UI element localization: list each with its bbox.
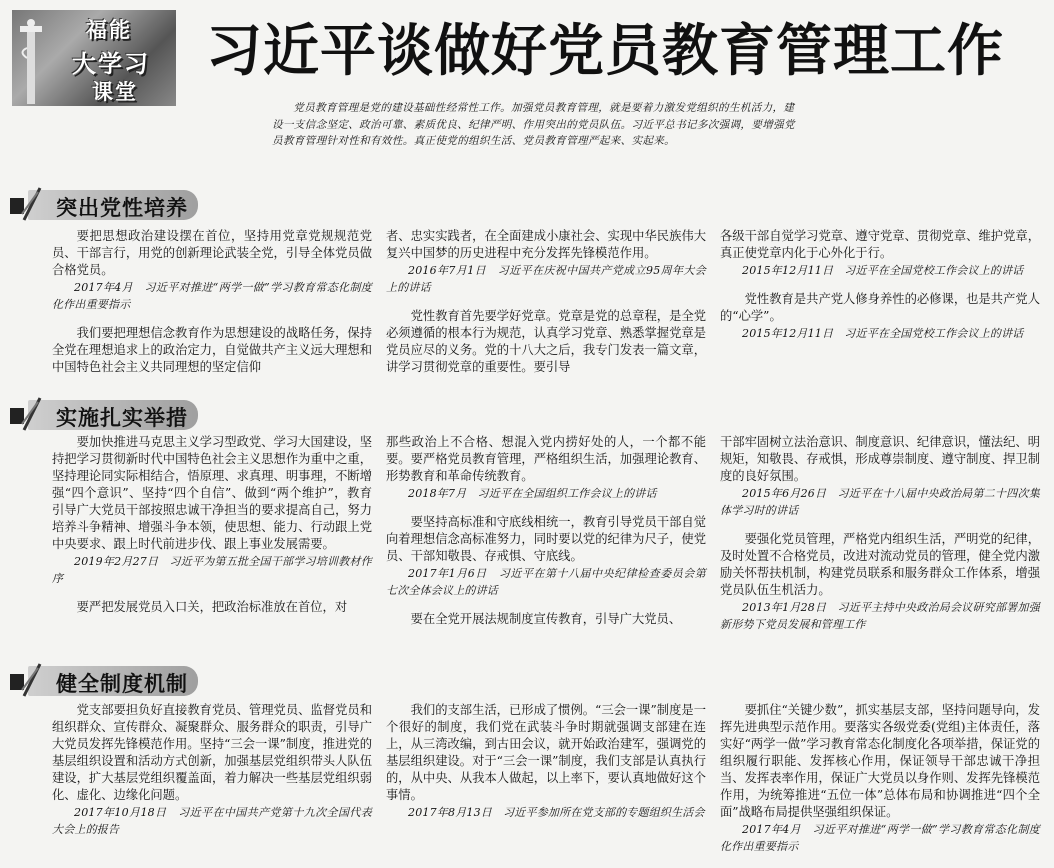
quote-paragraph: 各级干部自觉学习党章、遵守党章、贯彻党章、维护党章，真正使党章内化于心外化于行。 (720, 229, 1040, 260)
section-header-party-spirit (10, 186, 270, 222)
section-2-column-3 (720, 434, 1040, 633)
section-1-column-2 (386, 228, 706, 376)
section-header-measures (10, 396, 270, 432)
section-header-institutions (10, 662, 270, 698)
quote-paragraph: 要把思想政治建设摆在首位，坚持用党章党规规范党员、干部言行，用党的创新理论武装全党，引导全体党员做合格党员。 (52, 229, 372, 277)
section-2-column-1 (52, 434, 372, 616)
quote-paragraph: 要坚持高标准和守底线相统一，教育引导党员干部自觉向着理想信念高标准努力，同时要以党的纪律为尺子，使党员、干部知敬畏、存戒惧、守底线。 (386, 515, 706, 563)
quote-paragraph: 要在全党开展法规制度宣传教育，引导广大党员、 (410, 612, 682, 626)
quote-paragraph: 党性教育首先要学好党章。党章是党的总章程，是全党必须遵循的根本行为规范，认真学习党章、熟悉掌握党章是党员应尽的义务。党的十八大之后，我专门发表一篇文章，讲学习贯彻党章的重要性。要引导 (386, 309, 706, 374)
section-title: 突出党性培养 (56, 196, 188, 220)
quote-source: 2018年7月 习近平在全国组织工作会议上的讲话 (408, 487, 657, 500)
quote-paragraph: 要抓住“关键少数”，抓实基层支部，坚持问题导向，发挥先进典型示范作用。要落实各级党委(党组)主体责任，落实好“两学一做”学习教育常态化制度化各项举措，保证党的组织履行职能、发挥核心作用，保证领导干部忠诚干净担当、发挥表率作用，保证广大党员以身作则、发挥先锋模范作用，为统筹推进“五位一体”总体布局和协调推进“四个全面”战略布局提供坚强组织保证。 (720, 703, 1040, 819)
quote-source: 2015年6月26日 习近平在十八届中央政治局第二十四次集体学习时的讲话 (720, 487, 1040, 517)
quote-source: 2017年1月6日 习近平在第十八届中央纪律检查委员会第七次全体会议上的讲话 (386, 567, 707, 597)
quote-paragraph: 干部牢固树立法治意识、制度意识、纪律意识，懂法纪、明规矩，知敬畏、存戒惧，形成尊崇制度、遵守制度、捍卫制度的良好氛围。 (720, 435, 1040, 483)
section-title: 实施扎实举措 (56, 406, 188, 430)
logo-line-1: 福能 (86, 18, 132, 42)
quote-paragraph: 我们的支部生活，已形成了惯例。“三会一课”制度是一个很好的制度，我们党在武装斗争时期就强调支部建在连上，从三湾改编，到古田会议，就开始政治建军，强调党的基层组织建设。对于“三会一课”制度，我们支部是认真执行的，从中央、从我本人做起，以上率下，要认真地做好这个事情。 (386, 703, 706, 802)
quote-source: 2017年4月 习近平对推进“两学一做”学习教育常态化制度化作出重要指示 (720, 823, 1040, 853)
section-3-column-1 (52, 702, 372, 838)
quote-source: 2017年8月13日 习近平参加所在党支部的专题组织生活会 (408, 806, 705, 819)
logo-line-2: 大学习 (72, 50, 150, 78)
scroll-ornament-icon (20, 186, 42, 222)
section-3-column-2 (386, 702, 706, 821)
quote-source: 2019年2月27日 习近平为第五批全国干部学习培训教材作序 (52, 555, 372, 585)
section-2-column-2 (386, 434, 706, 628)
section-3-column-3 (720, 702, 1040, 855)
huabiao-pillar-icon (18, 18, 44, 104)
quote-source: 2017年4月 习近平对推进“两学一做”学习教育常态化制度化作出重要指示 (52, 281, 372, 311)
quote-paragraph: 要严把发展党员入口关，把政治标准放在首位，对 (76, 600, 348, 614)
section-1-column-1 (52, 228, 372, 376)
section-1-column-3 (720, 228, 1040, 342)
logo-line-3: 课堂 (92, 80, 138, 104)
quote-paragraph: 党支部要担负好直接教育党员、管理党员、监督党员和组织群众、宣传群众、凝聚群众、服务群众的职责，引导广大党员发挥先锋模范作用。坚持“三会一课”制度，推进党的基层组织设置和活动方式创新，加强基层党组织带头人队伍建设，扩大基层党组织覆盖面，着力解决一些基层党组织弱化、虚化、边缘化问题。 (52, 703, 372, 802)
quote-paragraph: 那些政治上不合格、想混入党内捞好处的人，一个都不能要。要严格党员教育管理，严格组织生活，加强理论教育、形势教育和革命传统教育。 (386, 435, 706, 483)
quote-paragraph: 要强化党员管理，严格党内组织生活，严明党的纪律，及时处置不合格党员，改进对流动党员的管理，健全党内激励关怀帮扶机制，构建党员联系和服务群众工作体系，增强党员队伍生机活力。 (720, 532, 1040, 597)
quote-source: 2013年1月28日 习近平主持中央政治局会议研究部署加强新形势下党员发展和管理工作 (720, 601, 1040, 631)
quote-source: 2015年12月11日 习近平在全国党校工作会议上的讲话 (742, 327, 1024, 340)
quote-paragraph: 党性教育是共产党人修身养性的必修课，也是共产党人的“心学”。 (720, 292, 1040, 323)
scroll-ornament-icon (20, 662, 42, 698)
intro-paragraph: 党员教育管理是党的建设基础性经常性工作。加强党员教育管理，就是要着力激发党组织的生机活力，建设一支信念坚定、政治可靠、素质优良、纪律严明、作用突出的党员队伍。习近平总书记多次强调，要增强党员教育管理针对性和有效性。真正使党的组织生活、党员教育管理严起来、实起来。 (272, 102, 795, 147)
page-title: 习近平谈做好党员教育管理工作 (206, 19, 1004, 84)
column-logo (12, 10, 176, 106)
scroll-ornament-icon (20, 396, 42, 432)
quote-paragraph: 我们要把理想信念教育作为思想建设的战略任务，保持全党在理想追求上的政治定力，自觉做共产主义远大理想和中国特色社会主义共同理想的坚定信仰 (52, 326, 372, 374)
quote-paragraph: 者、忠实实践者，在全面建成小康社会、实现中华民族伟大复兴中国梦的历史进程中充分发挥先锋模范作用。 (386, 229, 706, 260)
section-title: 健全制度机制 (56, 672, 188, 696)
quote-source: 2017年10月18日 习近平在中国共产党第十九次全国代表大会上的报告 (52, 806, 372, 836)
quote-source: 2016年7月1日 习近平在庆祝中国共产党成立95周年大会上的讲话 (386, 264, 707, 294)
quote-paragraph: 要加快推进马克思主义学习型政党、学习大国建设，坚持把学习贯彻新时代中国特色社会主义思想作为重中之重，坚持理论同实际相结合，悟原理、求真理、明事理，不断增强“四个意识”、坚持“四个自信”、做到“两个维护”，教育引导广大党员干部按照忠诚干净担当的要求提高自己，努力培养斗争精神、增强斗争本领，使思想、能力、行动跟上党中央要求、跟上时代前进步伐、跟上事业发展需要。 (52, 435, 372, 551)
quote-source: 2015年12月11日 习近平在全国党校工作会议上的讲话 (742, 264, 1024, 277)
